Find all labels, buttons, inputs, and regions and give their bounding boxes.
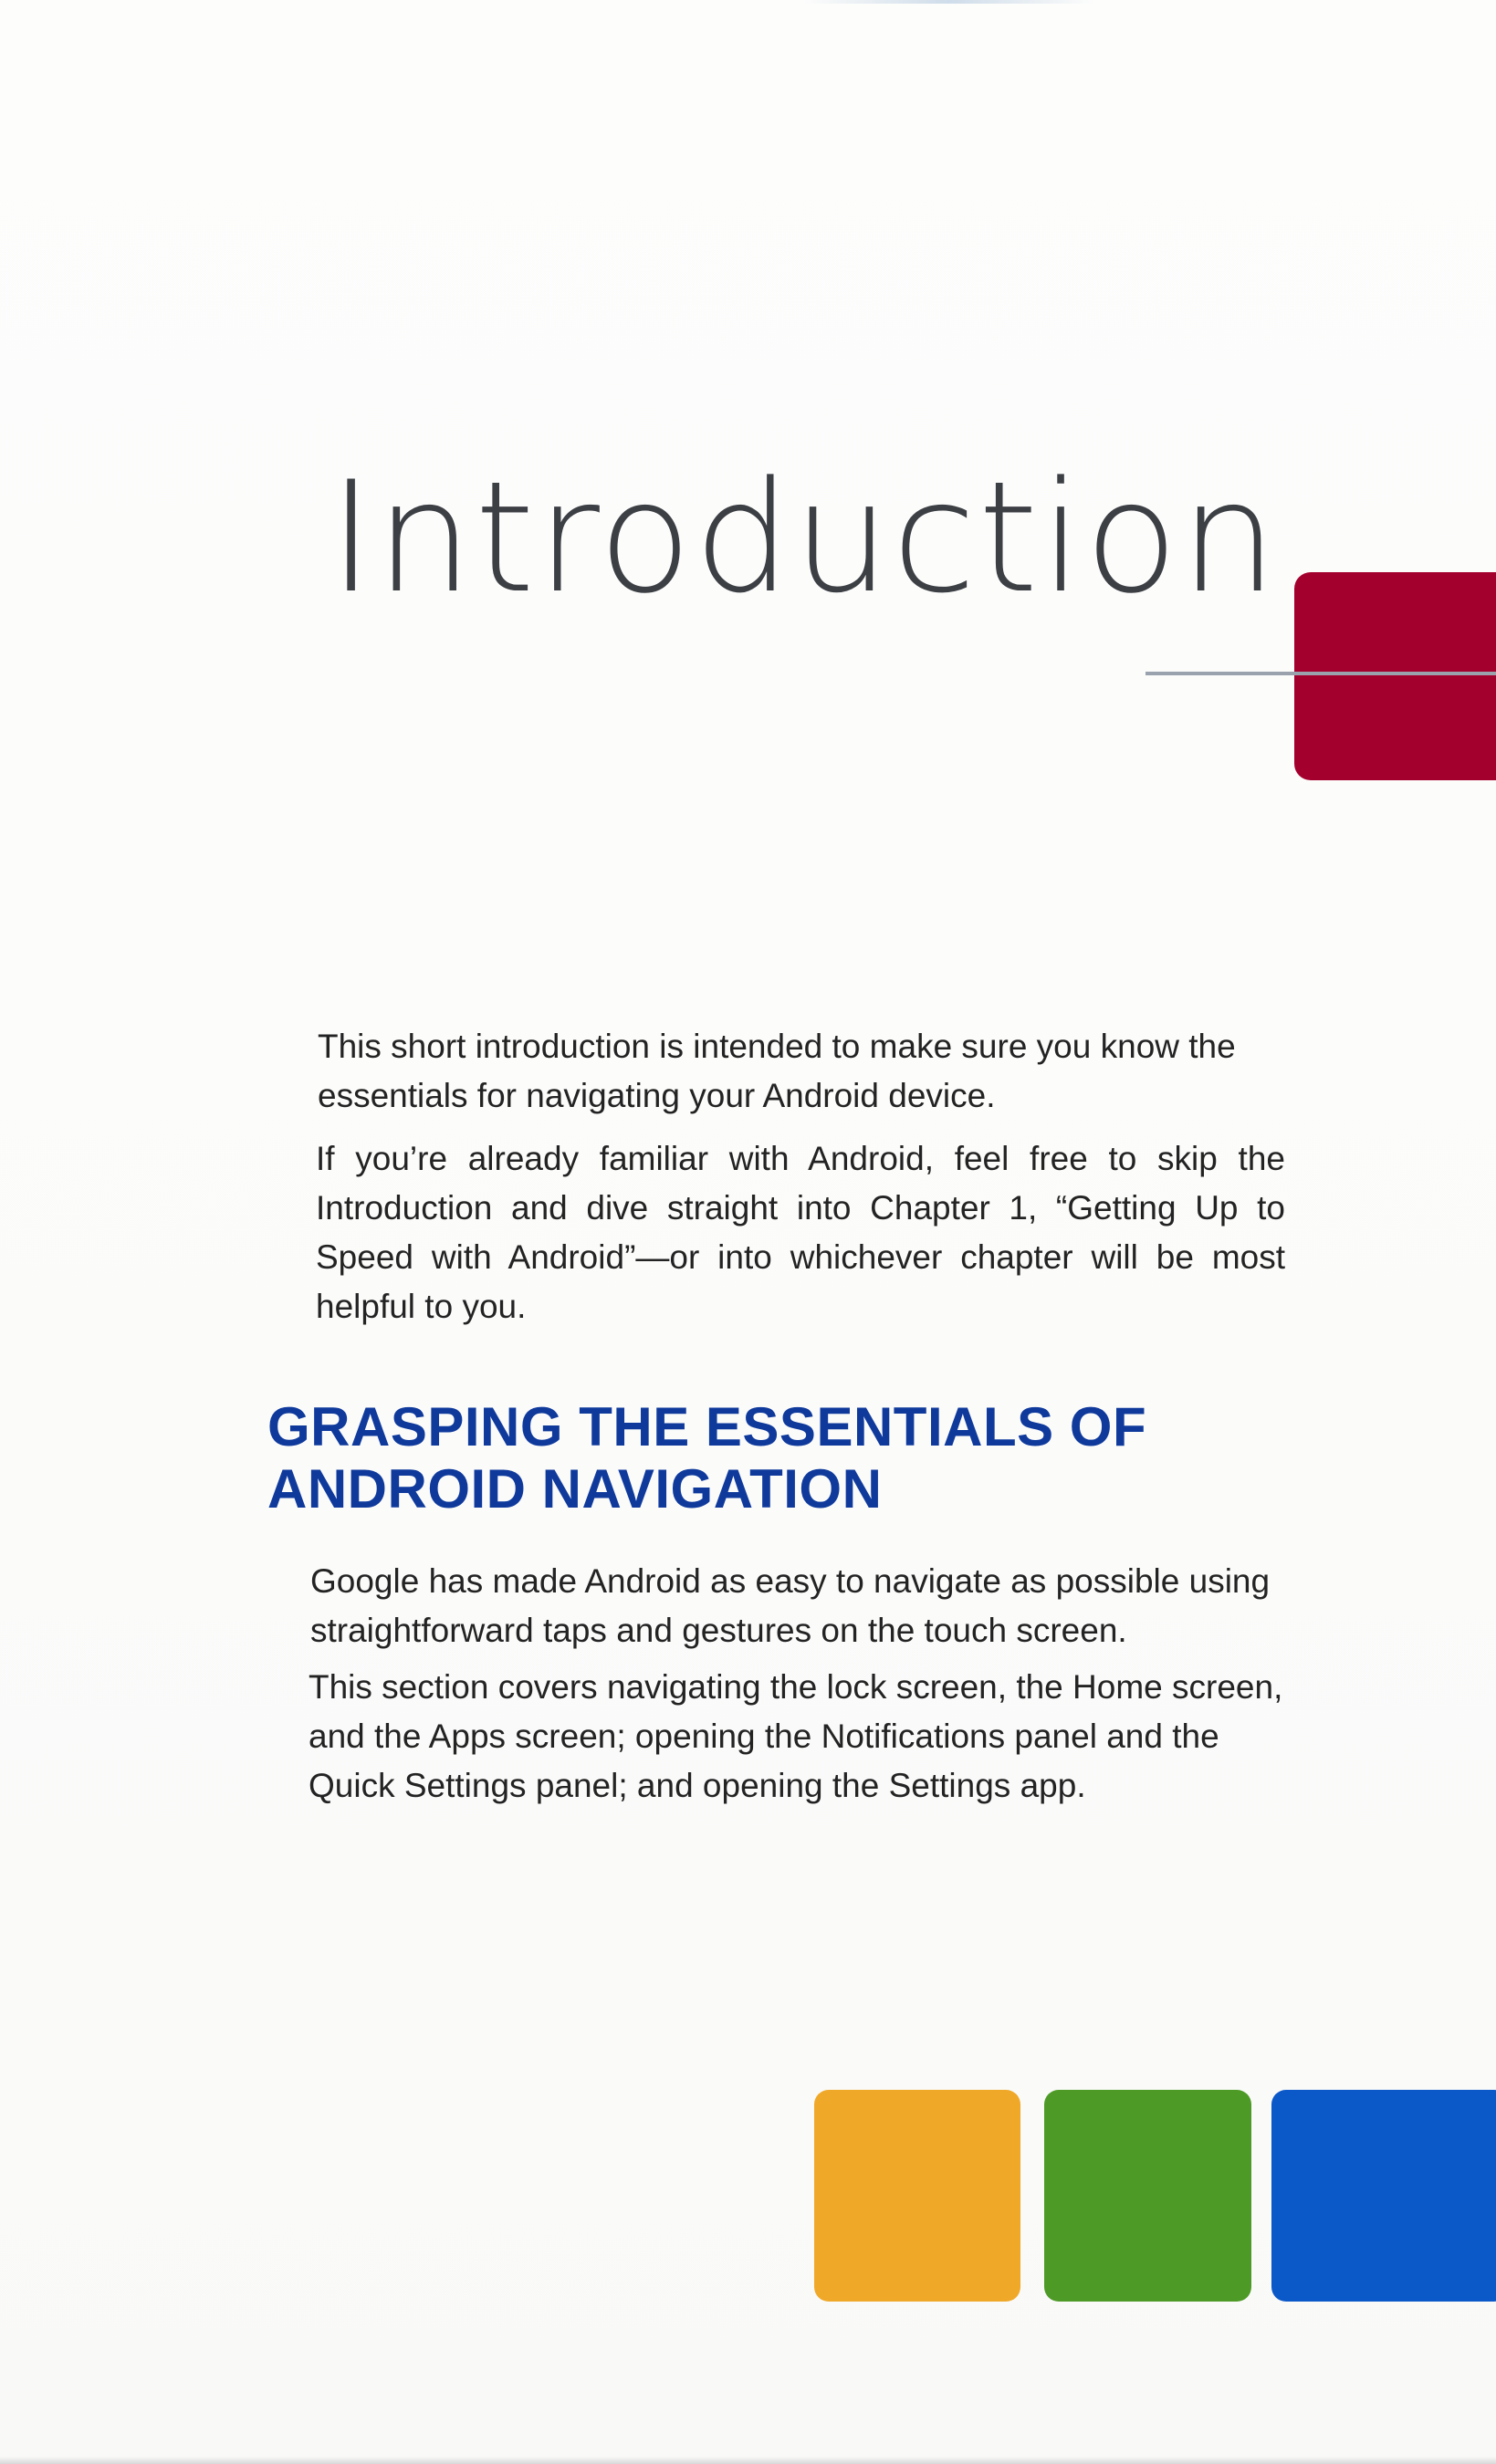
title-rule — [1146, 672, 1496, 675]
chapter-title: Introduction — [329, 448, 1280, 627]
intro-paragraph-2: If you’re already familiar with Android, feel free to skip the Introduction and dive straight into Chapter 1, “Getting Up to Speed with Android”—or into whichever chapter will be most helpful to you. — [316, 1140, 1285, 1325]
intro-paragraph-1: This short introduction is intended to make sure you know the essentials for navigating your Android device. — [318, 1028, 1236, 1114]
decorative-orange-tile — [814, 2090, 1020, 2302]
decorative-blue-tile — [1271, 2090, 1496, 2302]
page-bottom-edge — [0, 2457, 1496, 2464]
section-heading: GRASPING THE ESSENTIALS OF ANDROID NAVIGATION — [267, 1396, 1147, 1519]
page-edge-shadow — [803, 0, 1095, 4]
chapter-color-tab — [1294, 572, 1496, 780]
section-paragraph-2: This section covers navigating the lock screen, the Home screen, and the Apps screen; opening the Notifications panel and the Quick Settings panel; and opening the Settings app. — [309, 1668, 1283, 1804]
section-paragraph-1: Google has made Android as easy to navigate as possible using straightforward taps and gestures on the touch screen. — [310, 1562, 1271, 1649]
decorative-green-tile — [1044, 2090, 1251, 2302]
